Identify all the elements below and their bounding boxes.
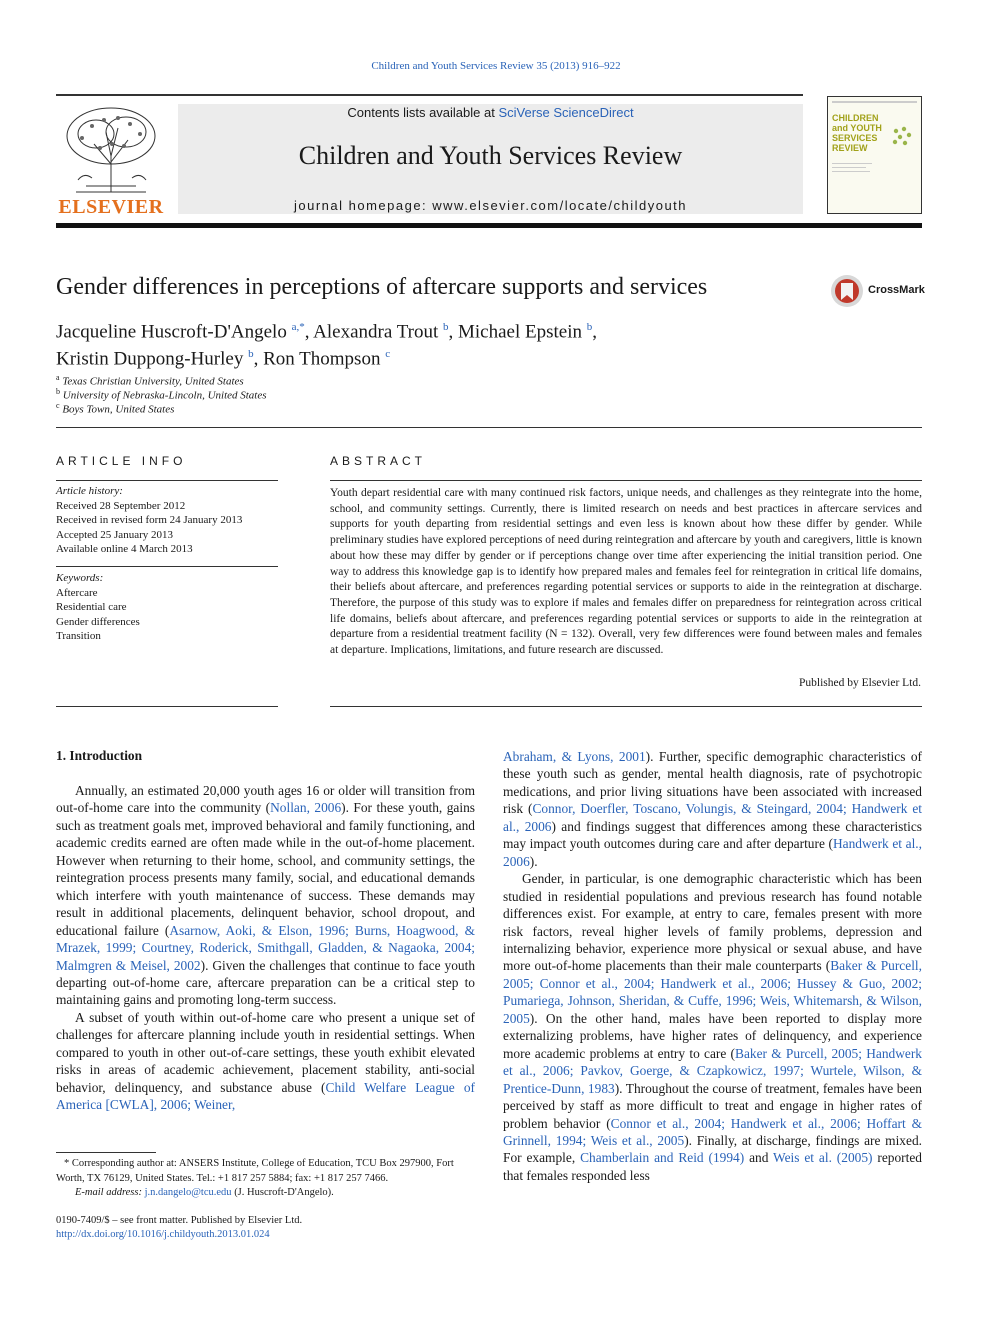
journal-citation-link[interactable]: Children and Youth Services Review 35 (2013) 916–922 bbox=[371, 60, 621, 72]
crossmark-label[interactable]: CrossMark bbox=[868, 284, 925, 296]
journal-homepage[interactable]: journal homepage: www.elsevier.com/locate/childyouth bbox=[293, 198, 688, 213]
issn-line: 0190-7409/$ – see front matter. Published by Elsevier Ltd. bbox=[56, 1215, 303, 1226]
published-by: Published by Elsevier Ltd. bbox=[798, 677, 921, 689]
body-text: A subset of youth within out-of-home care who present a unique set of challenges for aftercare planning include youth in residential settings. When compared to youth in other out-of-care settings, these youth exhibit elevated risks in areas of academic achievement, placement stability, anti-social behavior, delinquency, and substance abuse ( bbox=[56, 1009, 475, 1095]
author-affiliation-mark[interactable]: b bbox=[443, 321, 449, 333]
header-thick-rule bbox=[56, 223, 922, 228]
citation-link[interactable]: Asarnow, Aoki, & Elson, 1996; Burns, Hoagwood, & Mrazek, 1999; Courtney, Roderick, Smithgall, Gladden, & Nagaoka, 2004; Malmgren & Meisel, 2002 bbox=[56, 922, 476, 973]
corresponding-author-footnote bbox=[56, 1157, 475, 1201]
footnote-rule bbox=[56, 1152, 156, 1153]
citation-link[interactable]: Connor et al., 2004; Handwerk et al., 2006; Hoffart & Grinnell, 1994; Weis et al., 2005 bbox=[503, 1115, 922, 1148]
title-divider bbox=[56, 427, 922, 428]
author-affiliation-mark[interactable]: c bbox=[385, 348, 391, 361]
email-label: E-mail address: bbox=[75, 1187, 145, 1198]
article-title: Gender differences in perceptions of aftercare supports and services bbox=[56, 274, 708, 300]
keyword-item: Transition bbox=[56, 630, 101, 642]
body-text: ). Given the challenges that continue to face youth departing out-of-home care, aftercare preparation can be a critical step to maintaining gains and promoting long-term success. bbox=[56, 957, 476, 1008]
abstract-text: Youth depart residential care with many continued risk factors, unique needs, and challenges as they reintegrate into the home, school, and community settings. Currently, there is limited research on needs and best practices in aftercare services and supports for youth departing from residential settings and even less is known about how these differ by gender. While preliminary studies have explored perceptions of need during reintegration and aftercare by youth and caregivers, little is known about how these may differ by gender or if perceptions change over time after experiencing the initial transition period. One way to address this knowledge gap is to identify how prepared males and females feel for reintegration in critical life domains, their beliefs about aftercare, and preferences regarding potential services or supports to aide in the reintegration at discharge. Therefore, the purpose of this study was to explore if males and females differ on preparedness for reintegration across critical life domains, beliefs about aftercare, and preferences regarding potential services or supports to aide in the reintegration at departure from a residential treatment facility (N = 132). Overall, very few differences were found between males and females at departure. Implications, limitations, and future research are discussed. bbox=[330, 487, 922, 657]
history-online: Available online 4 March 2013 bbox=[56, 543, 193, 555]
citation-link[interactable]: Connor, Doerfler, Toscano, Volungis, & Steingard, 2004; Handwerk et al., 2006 bbox=[503, 801, 922, 834]
body-text: Gender, in particular, is one demographic characteristic which has been studied in residential populations and previous research has found notable differences exist. For example, at entry to care, females present with more risk factors, reveal higher levels of family problems, depression and internalizing behavior, experience more physical or sexual abuse, and have more out-of-home placements than their male counterparts ( bbox=[503, 871, 922, 974]
body-text: and bbox=[744, 1150, 774, 1166]
email-suffix: (J. Huscroft-D'Angelo). bbox=[231, 1187, 334, 1198]
affiliation-a: $^a$ Texas Christian University, United States bbox=[56, 373, 244, 388]
history-label: Article history: bbox=[56, 485, 123, 497]
affiliation-c: $^c$ Boys Town, United States bbox=[56, 401, 175, 416]
body-paragraph bbox=[56, 1009, 475, 1114]
keyword-item: Aftercare bbox=[56, 586, 98, 599]
header-top-rule bbox=[56, 94, 803, 96]
body-text: ) and findings suggest that differences among these characteristics may impact youth outcomes during care and after departure ( bbox=[503, 818, 922, 852]
author-name: Alexandra Trout bbox=[313, 321, 443, 343]
body-text: reported that females responded less bbox=[503, 1150, 922, 1183]
section-heading-introduction: 1. Introduction bbox=[56, 748, 143, 763]
body-text: ). For these youth, gains such as treatment goals met, improved behavioral and family functioning, and academic credits earned are often made while in the out-of-home placement. However when returning to their home, school, and community settings, the reintegration process presents many family, social, and educational demands which interfere with youth maintenance of success. These demands may result in additional placements, delinquent behavior, school dropout, and educational failure ( bbox=[56, 800, 475, 938]
citation-link[interactable]: Handwerk et al., 2006 bbox=[503, 836, 922, 869]
body-text: Annually, an estimated 20,000 youth ages 16 or older will transition from out-of-home care into the community ( bbox=[56, 783, 475, 816]
citation-link[interactable]: Baker & Purcell, 2005; Handwerk et al., 2006; Pavkov, Goerge, & Czapkowicz, 1997; Wurtele, Wilson, & Prentice-Dunn, 1983 bbox=[503, 1045, 922, 1096]
affiliation-b: $^b$ University of Nebraska-Lincoln, United States bbox=[56, 387, 267, 402]
author-affiliation-mark[interactable]: b bbox=[586, 321, 593, 333]
citation-link[interactable]: Weis et al. (2005) bbox=[773, 1150, 873, 1166]
body-text: ). Further, specific demographic characteristics of these youth such as gender, mental health diagnosis, rate of psychotropic medications, and prior living situations have been associated with increased risk ( bbox=[503, 749, 922, 817]
journal-cover-thumbnail[interactable] bbox=[827, 96, 922, 214]
abstract-rule bbox=[330, 480, 922, 481]
footnote-email-line bbox=[56, 1186, 475, 1201]
body-paragraph bbox=[56, 782, 475, 1009]
author-name: Kristin Duppong-Hurley bbox=[56, 348, 249, 370]
cover-line bbox=[832, 171, 870, 172]
history-accepted: Accepted 25 January 2013 bbox=[56, 528, 173, 541]
keywords-label: Keywords: bbox=[56, 572, 104, 584]
body-text: ). Throughout the course of treatment, females have been perceived by staff as more difficult to treat and engage in higher rates of problem behavior ( bbox=[503, 1080, 922, 1131]
elsevier-wordmark: ELSEVIER bbox=[58, 196, 164, 218]
article-history bbox=[56, 484, 278, 557]
keyword-item: Residential care bbox=[56, 601, 127, 613]
citation-link[interactable]: Baker & Purcell, 2005; Connor et al., 2004; Handwerk et al., 2006; Hussey & Guo, 2002; Pumariega, Johnson, Sheridan, & Cuffe, 1996; Weis, Whitemarsh, & Wilson, 2005 bbox=[503, 958, 922, 1026]
body-paragraph bbox=[503, 748, 922, 870]
citation-link[interactable]: Chamberlain and Reid (1994) bbox=[580, 1150, 745, 1166]
author-separator: , bbox=[448, 321, 458, 343]
history-revised: Received in revised form 24 January 2013 bbox=[56, 514, 243, 526]
crossmark-icon[interactable] bbox=[830, 274, 864, 308]
body-column-left bbox=[56, 782, 475, 1114]
keywords bbox=[56, 571, 278, 644]
journal-title: Children and Youth Services Review bbox=[298, 141, 683, 170]
email-link[interactable]: j.n.dangelo@tcu.edu bbox=[144, 1187, 232, 1198]
article-info-heading: ARTICLE INFO bbox=[56, 454, 187, 468]
keyword-item: Gender differences bbox=[56, 615, 140, 628]
contents-prefix: Contents lists available at bbox=[347, 105, 499, 120]
issn-block bbox=[56, 1214, 475, 1242]
abstract-bottom-rule bbox=[330, 706, 922, 707]
cover-line bbox=[832, 167, 866, 168]
author-affiliation-mark[interactable]: a,* bbox=[291, 321, 305, 333]
author-line bbox=[56, 343, 816, 370]
abstract-heading: ABSTRACT bbox=[330, 454, 427, 468]
author-name: Ron Thompson bbox=[263, 348, 386, 370]
body-text: ). bbox=[529, 853, 538, 869]
citation-link[interactable]: Abraham, & Lyons, 2001 bbox=[503, 749, 646, 764]
keywords-rule bbox=[56, 566, 278, 567]
author-name: Jacqueline Huscroft-D'Angelo bbox=[56, 321, 292, 343]
author-separator: , bbox=[253, 348, 264, 370]
author-line bbox=[56, 316, 816, 343]
author-list bbox=[56, 316, 816, 371]
article-info-bottom-rule bbox=[56, 706, 278, 707]
article-info-rule bbox=[56, 480, 278, 481]
cover-ornament-icon bbox=[890, 125, 914, 149]
author-affiliation-mark[interactable]: b bbox=[248, 348, 254, 361]
sciencedirect-link[interactable]: SciVerse ScienceDirect bbox=[498, 105, 634, 120]
author-separator: , bbox=[592, 321, 597, 343]
body-text: ). On the other hand, males have been reported to display more externalizing problems, have higher rates of delinquency, and experience more academic problems at entry to care ( bbox=[503, 1010, 922, 1061]
author-name: Michael Epstein bbox=[458, 321, 587, 343]
body-paragraph bbox=[503, 870, 922, 1184]
citation-link[interactable]: Nollan, 2006 bbox=[270, 800, 342, 816]
author-separator: , bbox=[304, 321, 314, 343]
citation-link[interactable]: Child Welfare League of America [CWLA], 2006; Weiner, bbox=[56, 1079, 475, 1113]
cover-top-bar bbox=[832, 101, 917, 103]
body-column-right bbox=[503, 748, 922, 1184]
cover-title: CHILDREN and YOUTH SERVICES REVIEW bbox=[832, 113, 882, 153]
doi-link[interactable]: http://dx.doi.org/10.1016/j.childyouth.2013.01.024 bbox=[56, 1229, 270, 1240]
history-received: Received 28 September 2012 bbox=[56, 499, 186, 512]
footnote-corresponding: * Corresponding author at: ANSERS Institute, College of Education, TCU Box 297900, Fort Worth, TX 76129, United States. Tel.: +1 817 257 5884; fax: +1 817 257 7466. bbox=[56, 1158, 454, 1184]
contents-availability bbox=[178, 105, 803, 120]
body-text: ). Finally, at discharge, findings are mixed. For example, bbox=[503, 1132, 922, 1166]
cover-line bbox=[832, 163, 872, 164]
